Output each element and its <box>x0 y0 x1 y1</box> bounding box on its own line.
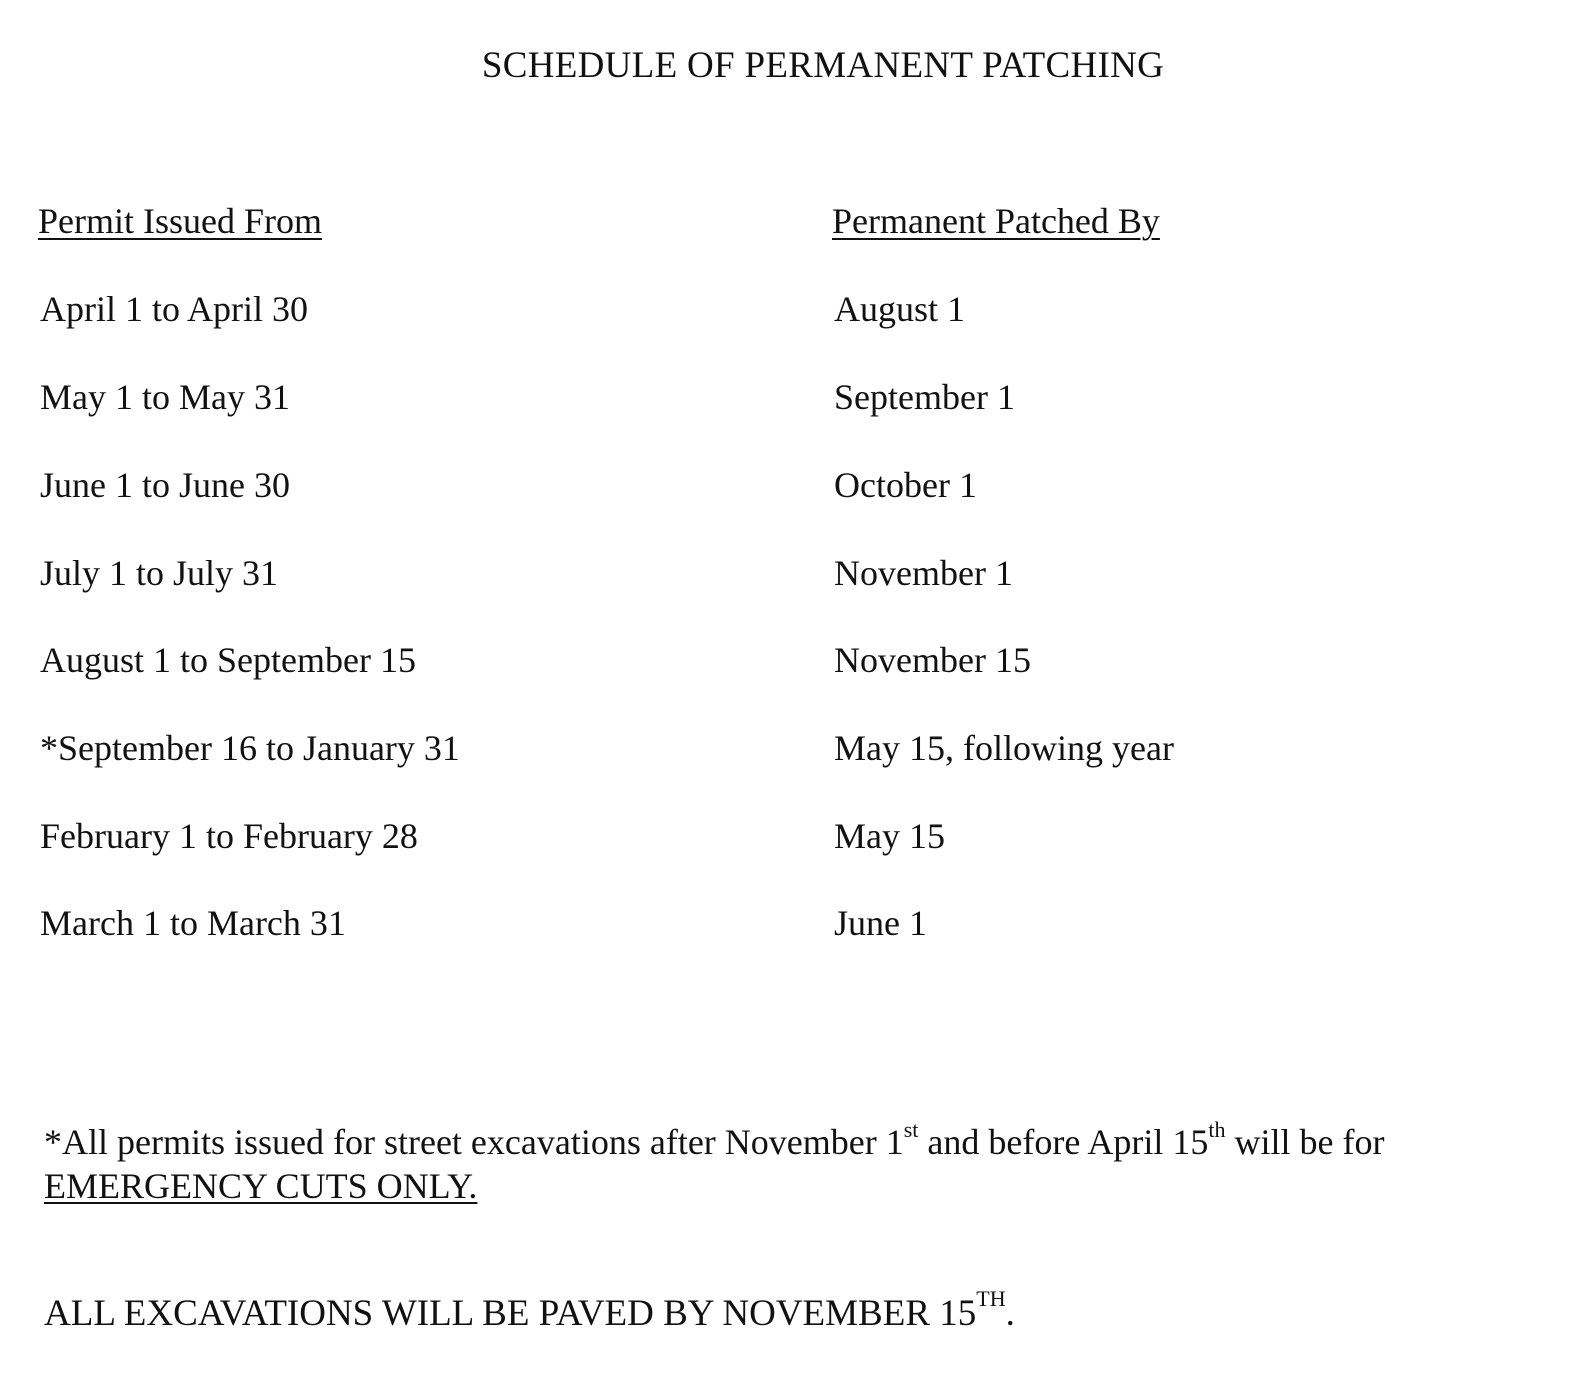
permit-issued-cell: July 1 to July 31 <box>40 553 279 593</box>
permit-issued-cell: March 1 to March 31 <box>40 903 346 943</box>
final-text: ALL EXCAVATIONS WILL BE PAVED BY NOVEMBER 15 <box>44 1293 977 1334</box>
emergency-note <box>44 1117 1544 1208</box>
final-statement <box>44 1285 1015 1335</box>
note-text: *All permits issued for street excavations after November 1 <box>44 1122 904 1162</box>
final-period: . <box>1005 1293 1015 1334</box>
permit-issued-cell: *September 16 to January 31 <box>40 728 460 768</box>
final-superscript: TH <box>976 1285 1006 1311</box>
column-header-permanent-patched: Permanent Patched By <box>832 201 1160 241</box>
schedule-row <box>0 727 1596 777</box>
schedule-row <box>0 902 1596 952</box>
schedule-row <box>0 288 1596 338</box>
schedule-row <box>0 552 1596 602</box>
column-header-permit-issued: Permit Issued From <box>38 201 322 241</box>
permit-issued-cell: April 1 to April 30 <box>40 289 308 329</box>
note-text: and before April 15 <box>918 1122 1209 1162</box>
note-superscript: th <box>1208 1117 1226 1142</box>
schedule-row <box>0 376 1596 426</box>
schedule-row <box>0 464 1596 514</box>
schedule-row <box>0 815 1596 865</box>
patched-by-cell: May 15 <box>834 816 945 856</box>
permit-issued-cell: August 1 to September 15 <box>40 640 416 680</box>
patched-by-cell: November 1 <box>834 553 1013 593</box>
schedule-row <box>0 639 1596 689</box>
patched-by-cell: September 1 <box>834 377 1015 417</box>
permit-issued-cell: May 1 to May 31 <box>40 377 290 417</box>
note-superscript: st <box>903 1117 919 1142</box>
patched-by-cell: August 1 <box>834 289 966 329</box>
patched-by-cell: November 15 <box>834 640 1031 680</box>
emergency-cuts-only: EMERGENCY CUTS ONLY. <box>44 1166 478 1206</box>
permit-issued-cell: June 1 to June 30 <box>40 465 290 505</box>
patched-by-cell: May 15, following year <box>834 728 1174 768</box>
permit-issued-cell: February 1 to February 28 <box>40 816 418 856</box>
patched-by-cell: October 1 <box>834 465 977 505</box>
note-text: will be for <box>1225 1122 1385 1162</box>
document-title: SCHEDULE OF PERMANENT PATCHING <box>481 45 1165 86</box>
patched-by-cell: June 1 <box>834 903 927 943</box>
